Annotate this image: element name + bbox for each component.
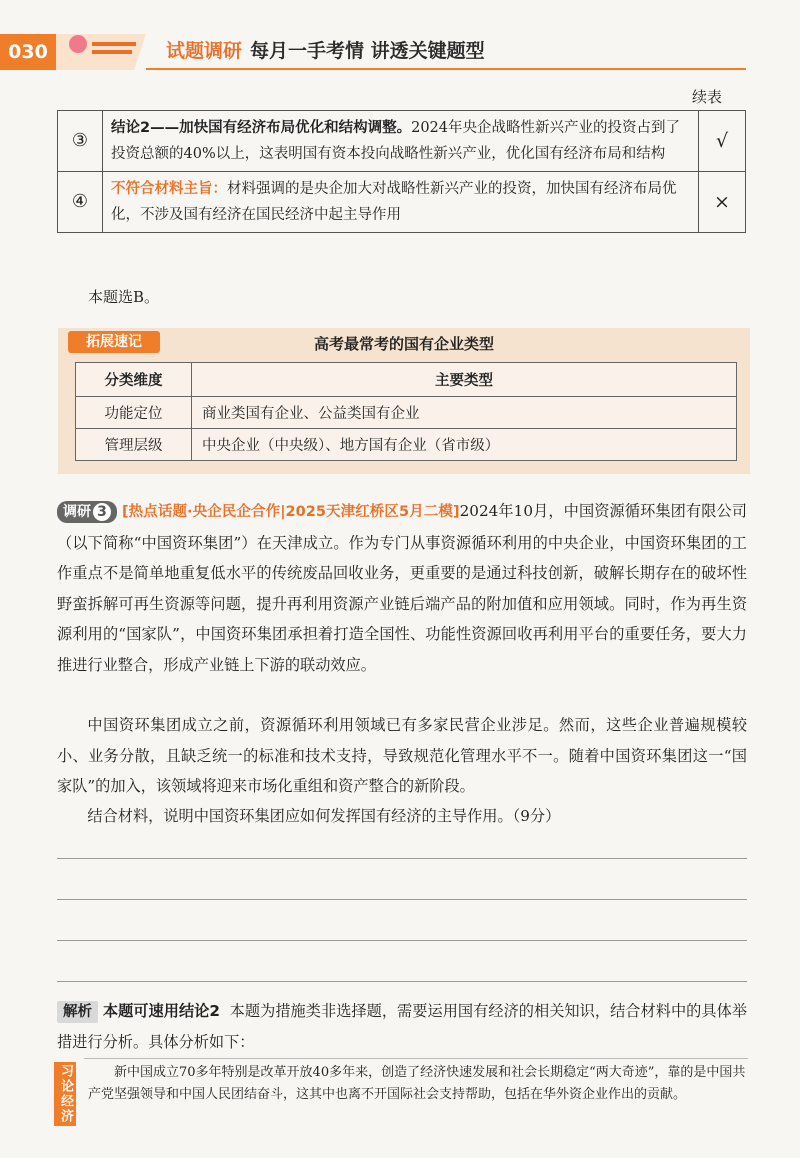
table-cell: 商业类国有企业、公益类国有企业 (192, 397, 737, 429)
extension-tag: 拓展速记 (68, 331, 160, 353)
analysis-text: 本题为措施类非选择题，需要运用国有经济的相关知识，结合材料中的具体举措进行分析。具体分析如下： (57, 1002, 748, 1051)
badge-label: 调研 (63, 504, 91, 520)
question-prompt: 结合材料，说明中国资环集团应如何发挥国有经济的主导作用。（9分） (87, 807, 561, 825)
header-tagline: 每月一手考情 讲透关键题型 (250, 40, 485, 62)
table-cell: 中央企业（中央级）、地方国有企业（省市级） (192, 429, 737, 461)
cross-mark: × (699, 172, 746, 233)
extension-title: 高考最常考的国有企业类型 (313, 335, 494, 353)
check-mark: √ (699, 111, 746, 172)
analysis-tag: 解析 (57, 1001, 98, 1023)
table-cell: 管理层级 (76, 429, 192, 461)
question-paragraph-2: 中国资环集团成立之前，资源循环利用领域已有多家民营企业涉足。然而，这些企业普遍规模较小、业务分散，且缺乏统一的标准和技术支持，导致规范化管理水平不一。随着中国资环集团这一“国家队”的加入，该领域将迎来市场化重组和资产整合的新阶段。 (57, 716, 747, 795)
table-cell: 功能定位 (76, 397, 192, 429)
extension-box (58, 328, 750, 474)
section-title: 试题调研 (166, 40, 243, 62)
option-number: ③ (58, 111, 103, 172)
answer-line-1[interactable] (57, 858, 747, 859)
footer-quote: 新中国成立70多年特别是改革开放40多年来，创造了经济快速发展和社会长期稳定“两大奇迹”，靠的是中国共产党坚强领导和中国人民团结奋斗，这其中也离不开国际社会支持帮助，包括在华外资企业作出的贡献。 (88, 1065, 746, 1102)
option-lead: 结论2——加快国有经济布局优化和结构调整。 (111, 120, 412, 136)
footer-side-label: 习论经济 (54, 1062, 76, 1126)
column-header: 分类维度 (76, 363, 192, 397)
analysis-section (57, 996, 747, 1057)
answer-line-2[interactable] (57, 899, 747, 900)
option-number: ④ (58, 172, 103, 233)
table-header-row (76, 363, 737, 397)
question-source: [热点话题·央企民企合作|2025天津红桥区5月二模] (121, 504, 460, 520)
option-body: 材料强调的是央企加大对战略性新兴产业的投资，加快国有经济布局优化，不涉及国有经济在国民经济中起主导作用 (111, 181, 677, 223)
table-row (58, 172, 746, 233)
table-row (76, 397, 737, 429)
header-divider (146, 68, 746, 70)
footer-divider (84, 1058, 748, 1059)
page-header (0, 30, 800, 76)
option-body: 2024年央企战略性新兴产业的投资占到了投资总额的40%以上，这表明国有资本投向战略性新兴产业，优化国有经济布局和结构 (111, 120, 680, 162)
table-row (58, 111, 746, 172)
question-badge (57, 501, 117, 523)
brand-logo-icon (56, 30, 146, 70)
analysis-lead: 本题可速用结论2 (102, 1002, 220, 1020)
answer-line: 本题选B。 (88, 288, 160, 306)
option-text (103, 172, 699, 233)
soe-types-table (75, 362, 737, 461)
option-text (103, 111, 699, 172)
question-material (57, 496, 747, 680)
column-header: 主要类型 (192, 363, 737, 397)
question-paragraph-1: 2024年10月，中国资源循环集团有限公司（以下简称“中国资环集团”）在天津成立。作为专门从事资源循环利用的中央企业，中国资环集团的工作重点不是简单地重复低水平的传统废品回收业务，更重要的是通过科技创新，破解长期存在的破坏性野蛮拆解可再生资源等问题，提升再利用资源产业链后端产品的附加值和应用领域。同时，作为再生资源利用的“国家队”，中国资环集团承担着打造全国性、功能性资源回收再利用平台的重要任务，要大力推进行业整合，形成产业链上下游的联动效应。 (57, 502, 747, 674)
continued-label: 续表 (691, 88, 722, 106)
option-lead: 不符合材料主旨： (111, 181, 227, 197)
answer-line-4[interactable] (57, 981, 747, 982)
badge-number: 3 (93, 503, 111, 521)
table-row (76, 429, 737, 461)
answer-line-3[interactable] (57, 940, 747, 941)
page-number: 030 (0, 34, 56, 70)
analysis-table (57, 110, 746, 233)
